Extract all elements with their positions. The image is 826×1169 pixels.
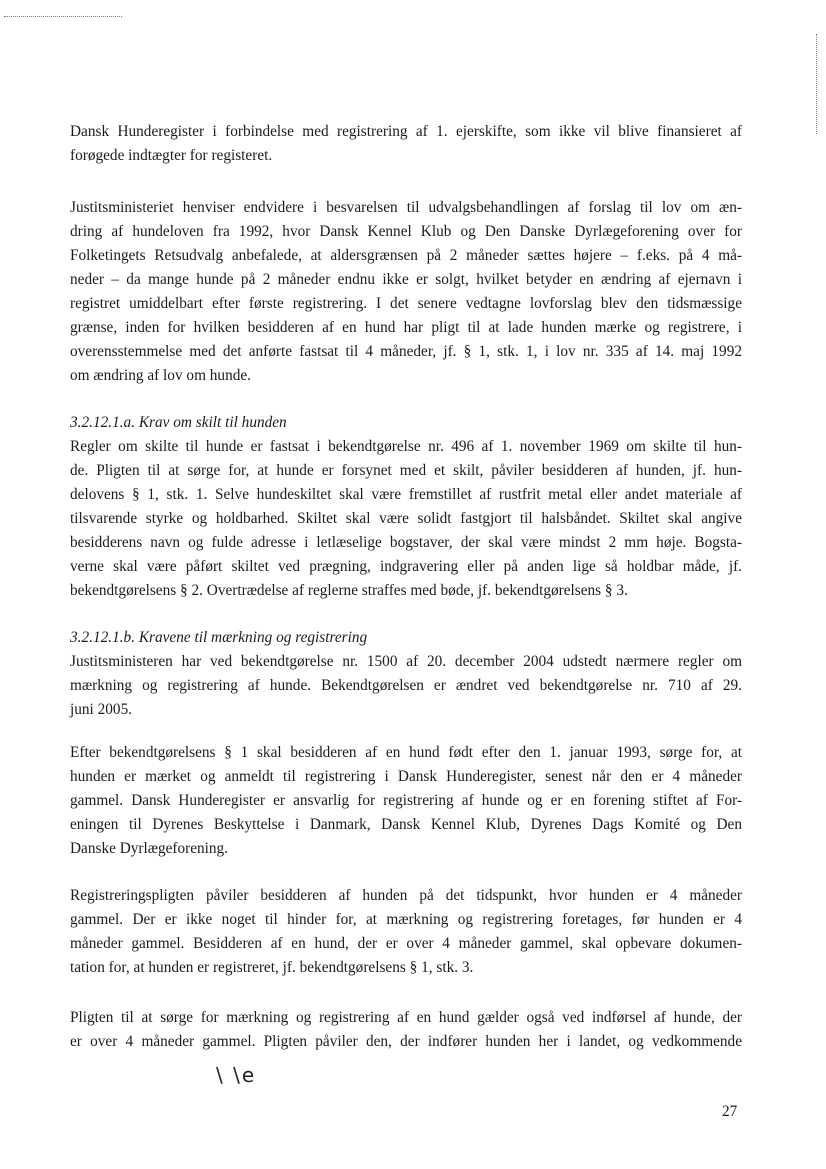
text-line: gammel. Dansk Hunderegister er ansvarlig for registrering af hunde og er en forening stiftet af For- <box>70 792 742 809</box>
scan-dotted-mark-right <box>816 34 817 134</box>
text-line: verne skal være påført skiltet ved prægning, indgravering eller på anden lige så holdbar måde, jf. <box>70 558 742 575</box>
text-line: om ændring af lov om hunde. <box>70 367 251 384</box>
text-line: mærkning og registrering af hunde. Bekendtgørelsen er ændret ved bekendtgørelse nr. 710 af 29. <box>70 677 742 694</box>
section-krav-om-skilt <box>70 411 742 603</box>
text-line: besidderens navn og fulde adresse i letlæselige bogstaver, der skal være mindst 2 mm høje. Bogsta- <box>70 534 742 551</box>
text-line: Regler om skilte til hunde er fastsat i bekendtgørelse nr. 496 af 1. november 1969 om skilte til hun- <box>70 438 742 455</box>
text-line: måneder gammel. Besidderen af en hund, der er over 4 måneder gammel, skal opbevare dokumen- <box>70 935 742 952</box>
text-line: Justitsministeren har ved bekendtgørelse nr. 1500 af 20. december 2004 udstedt nærmere regler om <box>70 653 742 670</box>
text-line: er over 4 måneder gammel. Pligten påviler den, der indfører hunden her i landet, og vedkommende <box>70 1033 742 1050</box>
text-line: Folketingets Retsudvalg anbefalede, at aldersgrænsen på 2 måneder sættes højere – f.eks. på 4 må- <box>70 247 742 264</box>
paragraph-efter-bekendtgorelsens <box>70 741 742 861</box>
text-line: Pligten til at sørge for mærkning og registrering af en hund gælder også ved indførsel af hunde, der <box>70 1009 742 1026</box>
paragraph-pligten <box>70 1006 742 1054</box>
text-line: gammel. Der er ikke noget til hinder for, at mærkning og registrering foretages, før hunden er 4 <box>70 911 742 928</box>
text-line: registret umiddelbart efter første registrering. I det senere vedtagne lovforslag blev den tidsmæssige <box>70 295 742 312</box>
text-line: dring af hundeloven fra 1992, hvor Dansk Kennel Klub og Den Danske Dyrlægeforening over for <box>70 223 742 240</box>
section-heading: 3.2.12.1.a. Krav om skilt til hunden <box>70 414 287 431</box>
text-line: bekendtgørelsens § 2. Overtrædelse af reglerne straffes med bøde, jf. bekendtgørelsens § 3. <box>70 582 628 599</box>
text-line: Justitsministeriet henviser endvidere i besvarelsen til udvalgsbehandlingen af forslag til lov om æn- <box>70 199 742 216</box>
text-line: de. Pligten til at sørge for, at hunde er forsynet med et skilt, påviler besidderen af hunden, jf. hun- <box>70 462 742 479</box>
handwritten-mark: \ \e <box>216 1063 257 1087</box>
text-line: tilsvarende styrke og holdbarhed. Skiltet skal være solidt fastgjort til halsbåndet. Skiltet skal angive <box>70 510 742 527</box>
text-line: overensstemmelse med det anførte fastsat til 4 måneder, jf. § 1, stk. 1, i lov nr. 335 af 14. maj 1992 <box>70 343 742 360</box>
paragraph-continuation <box>70 120 742 168</box>
text-line: Dansk Hunderegister i forbindelse med registrering af 1. ejerskifte, som ikke vil blive finansieret af <box>70 123 742 140</box>
text-line: Danske Dyrlægeforening. <box>70 840 229 857</box>
section-heading: 3.2.12.1.b. Kravene til mærkning og registrering <box>70 629 368 646</box>
section-kravene-til-maerkning <box>70 626 742 722</box>
scan-dotted-mark-top <box>4 16 122 17</box>
text-line: hunden er mærket og anmeldt til registrering i Dansk Hunderegister, senest når den er 4 måneder <box>70 768 742 785</box>
text-line: tation for, at hunden er registreret, jf. bekendtgørelsens § 1, stk. 3. <box>70 959 474 976</box>
text-line: delovens § 1, stk. 1. Selve hundeskiltet skal være fremstillet af rustfrit metal eller andet materiale af <box>70 486 742 503</box>
paragraph-justitsministeriet <box>70 196 742 388</box>
text-line: forøgede indtægter for registeret. <box>70 147 273 164</box>
text-line: juni 2005. <box>70 701 133 718</box>
text-line: Registreringspligten påviler besidderen af hunden på det tidspunkt, hvor hunden er 4 måneder <box>70 887 742 904</box>
paragraph-registreringspligten <box>70 884 742 980</box>
text-line: neder – da mange hunde på 2 måneder endnu ikke er solgt, hvilket betyder en ændring af ejernavn i <box>70 271 742 288</box>
text-line: Efter bekendtgørelsens § 1 skal besidderen af en hund født efter den 1. januar 1993, sørge for, at <box>70 744 742 761</box>
text-line: grænse, inden for hvilken besidderen af en hund har pligt til at lade hunden mærke og registrere, i <box>70 319 742 336</box>
page-number: 27 <box>722 1103 738 1120</box>
text-line: eningen til Dyrenes Beskyttelse i Danmark, Dansk Kennel Klub, Dyrenes Dags Komité og Den <box>70 816 742 833</box>
